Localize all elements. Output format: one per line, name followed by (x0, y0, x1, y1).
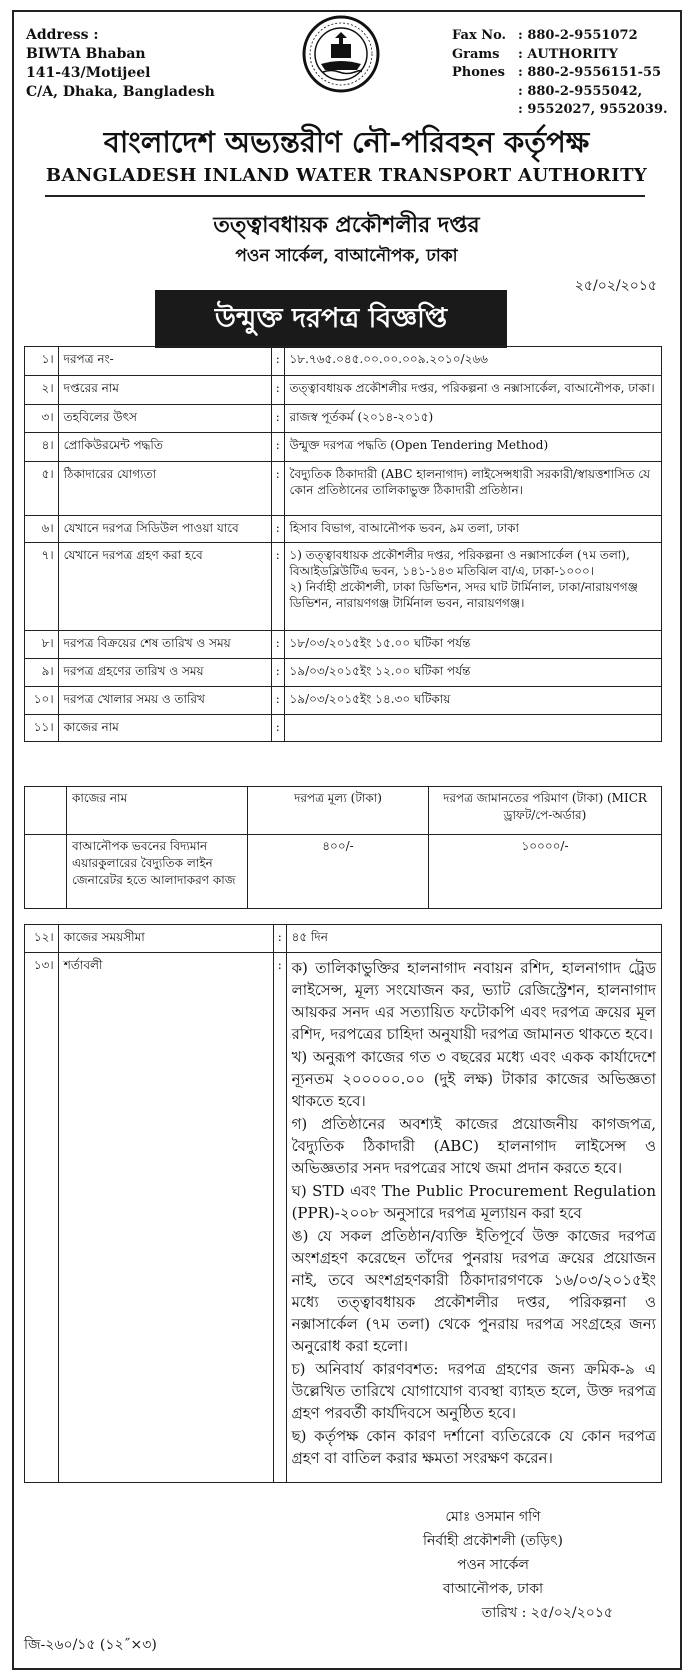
condition-item: গ) প্রতিষ্ঠানের অবশ্যই কাজের প্রয়োজনীয় কাগজপত্র, বৈদ্যুতিক ঠিকাদারী (ABC) হালনাগাদ লাইসেন্স ও অভিজ্ঞতার সনদ দরপত্রের সাথে জমা প্রদান করতে হবে। (291, 1115, 656, 1177)
contact-value: : 9552027, 9552039. (518, 102, 668, 117)
table-row (25, 462, 662, 516)
column-header: দরপত্র মূল্য (টাকা) (248, 787, 429, 835)
contact-key (452, 102, 516, 119)
condition-item: ঘ) STD এবং The Public Procurement Regulation (PPR)-২০০৮ অনুসারে দরপত্র মূল্যায়ন করা হবে (291, 1182, 656, 1222)
row-value: উন্মুক্ত দরপত্র পদ্ধতি (Open Tendering Method) (284, 433, 662, 462)
row-label: দপ্তরের নাম (58, 376, 271, 405)
table-row (25, 347, 662, 376)
row-number: ১১। (25, 715, 59, 742)
table-row (25, 687, 662, 715)
contact-block (450, 26, 670, 121)
row-colon: : (272, 433, 284, 462)
condition-item: ছ) কর্তৃপক্ষ কোন কারণ দর্শানো ব্যতিরেকে যে কোন দরপত্র গ্রহণ বা বাতিল করার ক্ষমতা সংরক্ষণ করেন। (291, 1427, 656, 1467)
row-value: রাজস্ব পূর্তকর্ম (২০১৪-২০১৫) (284, 405, 662, 433)
contact-row (452, 65, 668, 82)
signature-date: তারিখ : ২৫/০২/২০১৫ (481, 1605, 613, 1621)
table-header-row (25, 787, 662, 835)
row-label: দরপত্র বিক্রয়ের শেষ তারিখ ও সময় (58, 631, 271, 659)
row-label: দরপত্র নং- (58, 347, 271, 376)
row-colon: : (272, 543, 284, 631)
contact-row (452, 28, 668, 45)
row-colon: : (272, 347, 284, 376)
row-label: যেখানে দরপত্র গ্রহণ করা হবে (58, 543, 271, 631)
row-colon: : (272, 462, 284, 516)
notice-banner: উন্মুক্ত দরপত্র বিজ্ঞপ্তি (155, 290, 507, 348)
contact-row (452, 102, 668, 119)
row-value: হিসাব বিভাগ, বাআনৌপক ভবন, ৯ম তলা, ঢাকা (284, 516, 662, 543)
contact-value: : AUTHORITY (518, 46, 618, 62)
row-colon: : (272, 376, 284, 405)
address-line: BIWTA Bhaban (26, 46, 146, 62)
contact-key: Fax No. (452, 28, 507, 43)
address-line: C/A, Dhaka, Bangladesh (26, 84, 215, 100)
row-value: ১) তত্ত্বাবধায়ক প্রকৌশলীর দপ্তর, পরিকল্পনা ও নক্সাসার্কেল (৭ম তলা), বিআইডব্লিউটিএ ভবন, ১৪১-১৪৩ মতিঝিল বা/এ, ঢাকা-১০০০। ২) নির্বাহী প্রকৌশলী, ঢাকা ডিভিশন, সদর ঘাট টার্মিনাল, ঢাকা/নারায়ণগঞ্জ ডিভিশন, নারায়ণগঞ্জ টার্মিনাল ভবন, নারায়ণগঞ্জ। (284, 543, 662, 631)
column-header: দরপত্র জামানতের পরিমাণ (টাকা) (MICR ড্রাফট/পে-অর্ডার) (429, 787, 662, 835)
row-label: দরপত্র গ্রহণের তারিখ ও সময় (58, 659, 271, 687)
row-value: ৪৫ দিন (286, 925, 661, 953)
tender-price-cell: ৪০০/- (248, 835, 429, 909)
contact-key: Grams (452, 46, 500, 62)
row-value: ১৯/০৩/২০১৫ইং ১২.০০ ঘটিকা পর্যন্ত (284, 659, 662, 687)
table-row (25, 953, 662, 1483)
row-number: ৫। (25, 462, 59, 516)
row-label: শর্তাবলী (58, 953, 273, 1483)
address-line: 141-43/Motijeel (26, 65, 151, 81)
circle-name: পওন সার্কেল, বাআনৌপক, ঢাকা (235, 246, 458, 266)
row-number: ৩। (25, 405, 59, 433)
signature-block (373, 1505, 613, 1625)
signatory-name: মোঃ ওসমান গণি (445, 1509, 541, 1525)
row-label: তহবিলের উৎস (58, 405, 271, 433)
table-row (25, 631, 662, 659)
row-number: ১২। (25, 925, 59, 953)
row-number: ১৩। (25, 953, 59, 1483)
table-row (25, 659, 662, 687)
table-row (25, 925, 662, 953)
condition-item: ঙ) যে সকল প্রতিষ্ঠান/ব্যক্তি ইতিপূর্বে উক্ত কাজের দরপত্র অংশগ্রহণ করেছেন তাঁদের পুনরায় দরপত্র ক্রয়ের প্রয়োজন নাই, তবে অংশগ্রহণকারী ঠিকাদারগণকে ১৬/০৩/২০১৫ইং মধ্যে তত্ত্বাবধায়ক প্রকৌশলীর দপ্তর, পরিকল্পনা ও নক্সাসার্কেল (৭ম তলা) থেকে পুনরায় দরপত্র সংগ্রহের জন্য অনুরোধ করা হলো। (291, 1227, 656, 1355)
contact-value: : 880-2-9551072 (518, 28, 638, 43)
title-divider (45, 195, 645, 197)
terms-table (24, 924, 662, 1483)
row-value: ১৯/০৩/২০১৫ইং ১৪.৩০ ঘটিকায় (284, 687, 662, 715)
reference-code: জি-২৬০/১৫ (১২˝×৩) (24, 1637, 157, 1653)
security-amount-cell: ১০০০০/- (429, 835, 662, 909)
row-number: ৭। (25, 543, 59, 631)
column-header (25, 787, 67, 835)
row-value: বৈদ্যুতিক ঠিকাদারী (ABC হালনাগাদ) লাইসেন্সধারী সরকারী/স্বায়ত্তশাসিত যে কোন প্রতিষ্ঠানের তালিকাভুক্ত ঠিকাদারী প্রতিষ্ঠান। (284, 462, 662, 516)
table-row (25, 835, 662, 909)
row-label: কাজের সময়সীমা (58, 925, 273, 953)
row-number: ১০। (25, 687, 59, 715)
row-label: ঠিকাদারের যোগ্যতা (58, 462, 271, 516)
row-colon: : (272, 659, 284, 687)
column-header: কাজের নাম (67, 787, 248, 835)
row-number: ৪। (25, 433, 59, 462)
row-value: তত্ত্বাবধায়ক প্রকৌশলীর দপ্তর, পরিকল্পনা ও নক্সাসার্কেল, বাআনৌপক, ঢাকা। (284, 376, 662, 405)
address-block (26, 26, 215, 102)
row-colon: : (272, 631, 284, 659)
table-row (25, 405, 662, 433)
row-colon: : (272, 516, 284, 543)
table-row (25, 543, 662, 631)
contact-key: Phones (452, 65, 505, 80)
row-value (284, 715, 662, 742)
office-name: তত্ত্বাবধায়ক প্রকৌশলীর দপ্তর (213, 212, 480, 238)
contact-value: : 880-2-9556151-55 (518, 65, 662, 80)
organization-title-bangla: বাংলাদেশ অভ্যন্তরীণ নৌ-পরিবহন কর্তৃপক্ষ (103, 125, 590, 159)
work-name-cell: বাআনৌপক ভবনের বিদ্যমান এয়ারকুলারের বৈদ্যুতিক লাইন জেনারেটর হতে আলাদাকরণ কাজ (67, 835, 248, 909)
condition-item: চ) অনিবার্য কারণবশত: দরপত্র গ্রহণের জন্য ক্রমিক-৯ এ উল্লেখিত তারিখে যোগাযোগ ব্যবস্থা ব্যাহত হলে, উক্ত দরপত্র গ্রহণ পরবর্তী কার্যদিবসে অনুষ্ঠিত হবে। (291, 1360, 656, 1422)
biwta-seal-icon (301, 14, 381, 94)
row-number: ৬। (25, 516, 59, 543)
row-value: ১৮/০৩/২০১৫ইং ১৫.০০ ঘটিকা পর্যন্ত (284, 631, 662, 659)
condition-item: খ) অনুরূপ কাজের গত ৩ বছরের মধ্যে এবং একক কার্যাদেশে ন্যূনতম ২০০০০০.০০ (দুই লক্ষ) টাকার কাজের অভিজ্ঞতা থাকতে হবে। (291, 1048, 656, 1110)
row-label: প্রোকিউরমেন্ট পদ্ধতি (58, 433, 271, 462)
row-number: ৯। (25, 659, 59, 687)
signatory-organization: বাআনৌপক, ঢাকা (442, 1581, 544, 1597)
table-row (25, 376, 662, 405)
row-colon: : (272, 715, 284, 742)
table-cell (25, 835, 67, 909)
condition-item: ক) তালিকাভুক্তির হালনাগাদ নবায়ন রশিদ, হালনাগাদ ট্রেড লাইসেন্স, মূল্য সংযোজন কর, ভ্যাট রেজিস্ট্রেশন, হালনাগাদ আয়কর সনদ এর সত্যায়িত ফটোকপি এবং দরপত্র ক্রয়ের মূল রশিদ, দরপত্রের চাহিদা অনুযায়ী দরপত্র জামানত থাকতে হবে। (291, 959, 656, 1043)
row-colon: : (272, 687, 284, 715)
organization-title-english: BANGLADESH INLAND WATER TRANSPORT AUTHORITY (45, 165, 648, 186)
contact-key (452, 84, 516, 101)
row-colon: : (273, 925, 286, 953)
conditions-list (286, 953, 661, 1483)
contact-row (452, 84, 668, 101)
address-line: Address : (26, 27, 99, 43)
contact-row (452, 47, 668, 64)
row-value: ১৮.৭৬৫.০৪৫.০০.০০.০০৯.২০১০/২৬৬ (284, 347, 662, 376)
row-number: ১। (25, 347, 59, 376)
row-number: ২। (25, 376, 59, 405)
tender-details-table (24, 346, 662, 742)
table-row (25, 715, 662, 742)
row-number: ৮। (25, 631, 59, 659)
notice-date: ২৫/০২/২০১৫ (574, 278, 657, 294)
work-price-table (24, 786, 662, 909)
contact-value: : 880-2-9555042, (518, 83, 643, 99)
row-label: দরপত্র খোলার সময় ও তারিখ (58, 687, 271, 715)
row-label: কাজের নাম (58, 715, 271, 742)
row-colon: : (273, 953, 286, 1483)
signatory-circle: পওন সার্কেল (457, 1557, 529, 1573)
table-row (25, 433, 662, 462)
row-colon: : (272, 405, 284, 433)
signatory-designation: নির্বাহী প্রকৌশলী (তড়িৎ) (423, 1533, 563, 1549)
table-row (25, 516, 662, 543)
row-label: যেখানে দরপত্র সিডিউল পাওয়া যাবে (58, 516, 271, 543)
